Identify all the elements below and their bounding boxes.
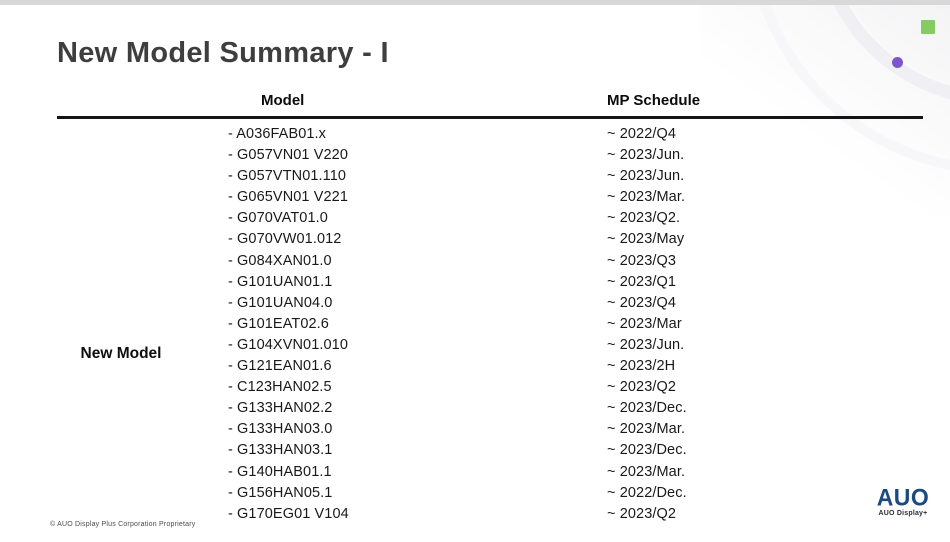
schedule-cell: ~ 2022/Q4 — [607, 126, 677, 142]
model-cell: - G101UAN04.0 — [228, 294, 333, 311]
model-cell: - G101UAN01.1 — [228, 273, 333, 290]
schedule-cell: ~ 2023/Q2 — [607, 379, 677, 396]
column-header-model: Model — [261, 92, 305, 109]
schedule-cell: ~ 2023/Mar. — [607, 421, 686, 438]
model-cell: - G133HAN03.1 — [228, 442, 333, 459]
mp-schedule-column — [607, 124, 687, 525]
row-group-label-new-model: New Model — [80, 345, 162, 362]
schedule-cell: ~ 2023/Q1 — [607, 273, 677, 290]
model-cell: - G121EAN01.6 — [228, 358, 332, 375]
schedule-cell: ~ 2023/2H — [607, 358, 676, 375]
model-cell: - C123HAN02.5 — [228, 379, 332, 396]
schedule-cell: ~ 2023/Mar. — [607, 463, 686, 480]
schedule-cell: ~ 2023/Jun. — [607, 168, 685, 185]
model-column — [228, 124, 349, 525]
model-cell: - G156HAN05.1 — [228, 484, 333, 501]
schedule-cell: ~ 2023/Jun. — [607, 147, 685, 164]
schedule-cell: ~ 2023/Q2 — [607, 505, 677, 522]
model-cell: - G070VAT01.0 — [228, 210, 328, 227]
slide-title: New Model Summary - I — [57, 37, 389, 69]
model-cell: - G101EAT02.6 — [228, 315, 329, 332]
schedule-cell: ~ 2023/Q2. — [607, 210, 681, 227]
model-cell: - G170EG01 V104 — [228, 505, 349, 522]
model-cell: - A036FAB01.x — [228, 126, 327, 142]
model-cell: - G140HAB01.1 — [228, 463, 332, 480]
auo-logo-tagline: AUO Display+ — [878, 510, 928, 517]
model-cell: - G104XVN01.010 — [228, 336, 348, 353]
schedule-cell: ~ 2022/Dec. — [607, 484, 687, 501]
green-square-decoration — [921, 20, 935, 34]
model-cell: - G084XAN01.0 — [228, 252, 332, 269]
schedule-cell: ~ 2023/May — [607, 231, 685, 248]
table-top-border — [57, 116, 923, 119]
copyright-footer: © AUO Display Plus Corporation Proprietary — [50, 521, 196, 528]
column-header-mp-schedule: MP Schedule — [607, 92, 701, 109]
model-cell: - G070VW01.012 — [228, 231, 342, 248]
model-cell: - G133HAN03.0 — [228, 421, 333, 438]
schedule-cell: ~ 2023/Jun. — [607, 336, 685, 353]
purple-dot-decoration — [892, 57, 903, 68]
schedule-cell: ~ 2023/Dec. — [607, 442, 687, 459]
model-cell: - G065VN01 V221 — [228, 189, 348, 206]
auo-logo-mark: AUO — [876, 483, 930, 511]
auo-logo — [858, 485, 948, 517]
model-cell: - G057VTN01.110 — [228, 168, 347, 185]
model-cell: - G057VN01 V220 — [228, 147, 348, 164]
schedule-cell: ~ 2023/Dec. — [607, 400, 687, 417]
slide-top-edge-bar — [0, 0, 950, 5]
schedule-cell: ~ 2023/Mar. — [607, 189, 686, 206]
schedule-cell: ~ 2023/Q4 — [607, 294, 677, 311]
model-cell: - G133HAN02.2 — [228, 400, 333, 417]
schedule-cell: ~ 2023/Q3 — [607, 252, 677, 269]
schedule-cell: ~ 2023/Mar — [607, 315, 682, 332]
